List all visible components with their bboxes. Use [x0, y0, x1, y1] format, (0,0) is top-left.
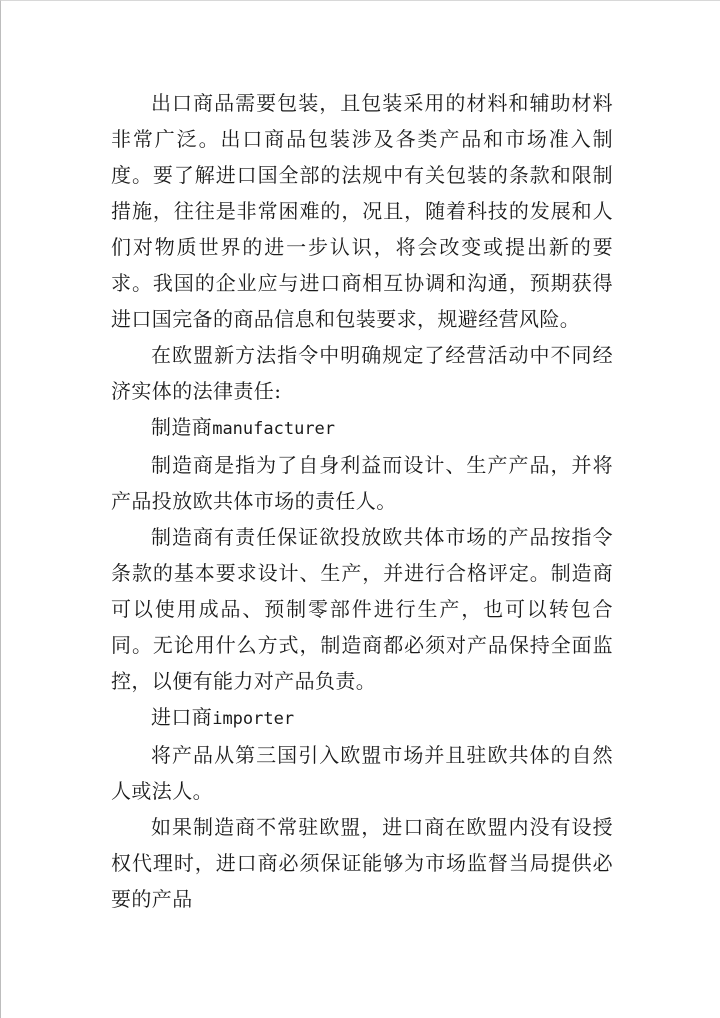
heading-importer [111, 699, 613, 737]
manufacturer-term-cn: 制造商 [151, 415, 213, 439]
document-body [111, 85, 613, 917]
paragraph-manufacturer-definition: 制造商是指为了自身利益而设计、生产产品，并将产品投放欧共体市场的责任人。 [111, 453, 613, 513]
paragraph-importer-duties: 如果制造商不常驻欧盟，进口商在欧盟内没有设授权代理时，进口商必须保证能够为市场监督当局提供必要的产品 [111, 815, 613, 911]
importer-term-en: importer [212, 709, 295, 729]
paragraph-importer-definition: 将产品从第三国引入欧盟市场并且驻欧共体的自然人或法人。 [111, 743, 613, 803]
manufacturer-term-en: manufacturer [212, 419, 336, 439]
paragraph-export-packaging: 出口商品需要包装，且包装采用的材料和辅助材料非常广泛。出口商品包装涉及各类产品和市场准入制度。要了解进口国全部的法规中有关包装的条款和限制措施，往往是非常困难的，况且，随着科技的发展和人们对物质世界的进一步认识，将会改变或提出新的要求。我国的企业应与进口商相互协调和沟通，预期获得进口国完备的商品信息和包装要求，规避经营风险。 [111, 91, 613, 331]
importer-term-cn: 进口商 [151, 705, 213, 729]
paragraph-manufacturer-duties: 制造商有责任保证欲投放欧共体市场的产品按指令条款的基本要求设计、生产，并进行合格评定。制造商可以使用成品、预制零部件进行生产，也可以转包合同。无论用什么方式，制造商都必须对产品保持全面监控，以便有能力对产品负责。 [111, 525, 613, 693]
heading-manufacturer [111, 409, 613, 447]
paragraph-eu-responsibility: 在欧盟新方法指令中明确规定了经营活动中不同经济实体的法律责任: [111, 343, 613, 403]
